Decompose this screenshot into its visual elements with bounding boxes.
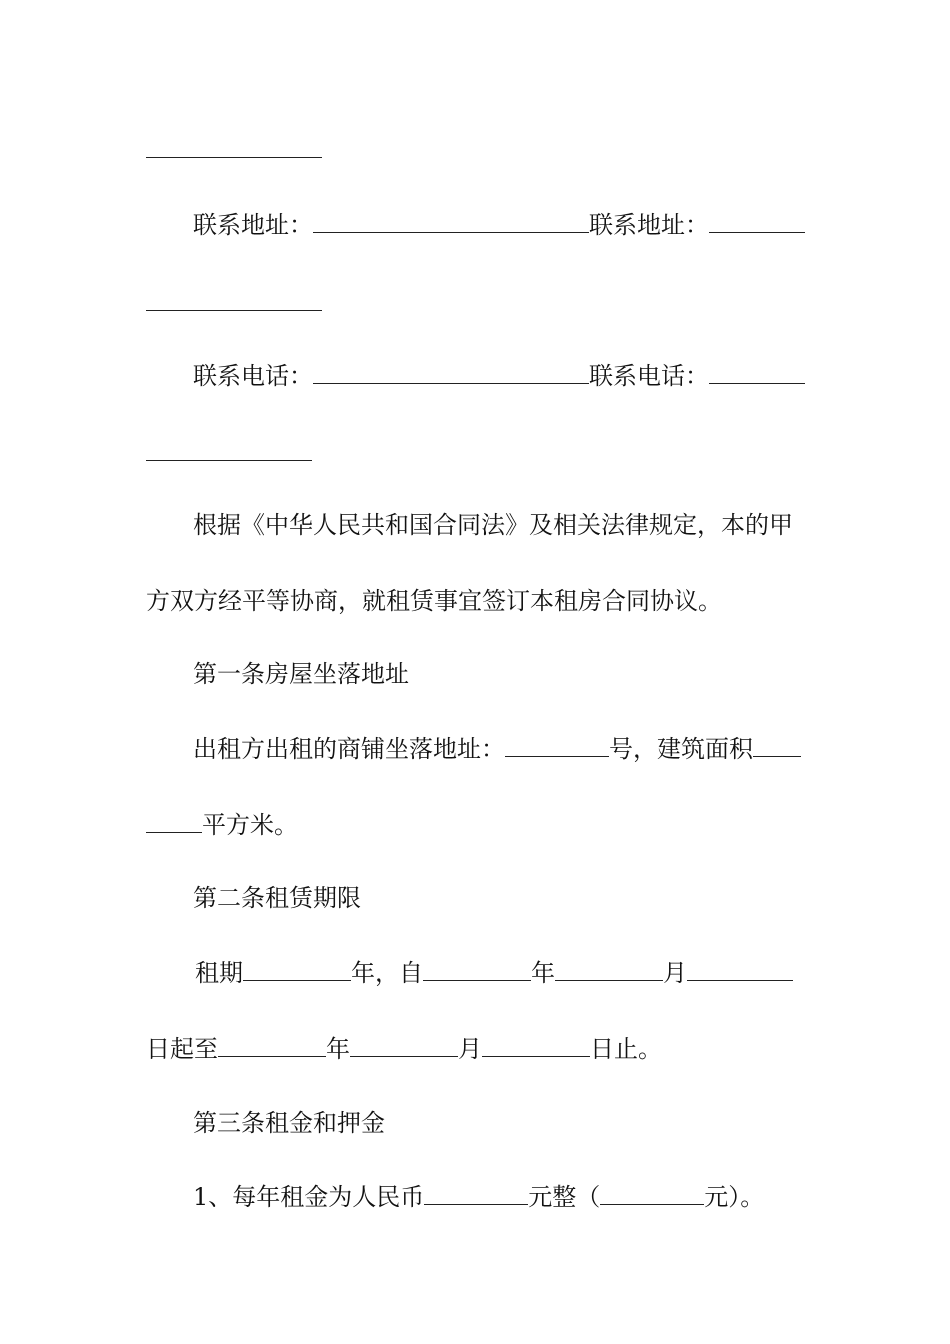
contact-address-label: 联系地址： bbox=[193, 211, 313, 239]
day-to-label: 日起至 bbox=[146, 1035, 218, 1063]
contact-address-label: 联系地址： bbox=[589, 211, 709, 239]
article-2-term-cont bbox=[146, 1034, 662, 1064]
month-label: 月 bbox=[458, 1035, 482, 1063]
year-label: 年 bbox=[326, 1035, 350, 1063]
blank-line bbox=[146, 310, 322, 311]
article-2-term bbox=[195, 958, 793, 988]
article-3-rent bbox=[193, 1182, 764, 1212]
blank-line bbox=[482, 1034, 590, 1057]
intro-line-1: 根据《中华人民共和国合同法》及相关法律规定，本的甲 bbox=[193, 511, 793, 539]
article-3-title: 第三条租金和押金 bbox=[193, 1109, 385, 1137]
year-label: 年 bbox=[531, 959, 555, 987]
blank-line bbox=[146, 157, 322, 158]
intro-line-2: 方双方经平等协商，就租赁事宜签订本租房合同协议。 bbox=[146, 587, 722, 615]
blank-line bbox=[350, 1034, 458, 1057]
contact-phone-label: 联系电话： bbox=[193, 362, 313, 390]
article-1-address-label: 出租方出租的商铺坐落地址： bbox=[193, 735, 505, 763]
blank-line bbox=[423, 958, 531, 981]
article-1-title: 第一条房屋坐落地址 bbox=[193, 660, 409, 688]
contact-address-row bbox=[193, 210, 805, 240]
blank-line bbox=[313, 210, 589, 233]
blank-line bbox=[146, 460, 312, 461]
rent-label: 1、每年租金为人民币 bbox=[193, 1183, 425, 1211]
article-1-unit: 平方米。 bbox=[202, 811, 298, 839]
year-from-label: 年，自 bbox=[351, 959, 423, 987]
blank-line bbox=[709, 361, 805, 384]
blank-line bbox=[146, 810, 202, 833]
blank-line bbox=[505, 734, 609, 757]
lease-label: 租期 bbox=[195, 959, 243, 987]
blank-line bbox=[600, 1182, 704, 1205]
rent-close-label: 元）。 bbox=[704, 1183, 765, 1211]
article-1-area-label: 号，建筑面积 bbox=[609, 735, 753, 763]
contact-phone-label: 联系电话： bbox=[589, 362, 709, 390]
blank-line bbox=[753, 734, 801, 757]
blank-line bbox=[424, 1182, 528, 1205]
article-1-text-cont bbox=[146, 810, 298, 840]
month-label: 月 bbox=[663, 959, 687, 987]
blank-line bbox=[555, 958, 663, 981]
blank-line bbox=[243, 958, 351, 981]
contact-phone-row bbox=[193, 361, 805, 391]
blank-line bbox=[687, 958, 793, 981]
day-end-label: 日止。 bbox=[590, 1035, 662, 1063]
blank-line bbox=[709, 210, 805, 233]
article-1-text bbox=[193, 734, 801, 764]
article-2-title: 第二条租赁期限 bbox=[193, 884, 361, 912]
blank-line bbox=[313, 361, 589, 384]
rent-unit-label: 元整（ bbox=[528, 1183, 601, 1211]
blank-line bbox=[218, 1034, 326, 1057]
